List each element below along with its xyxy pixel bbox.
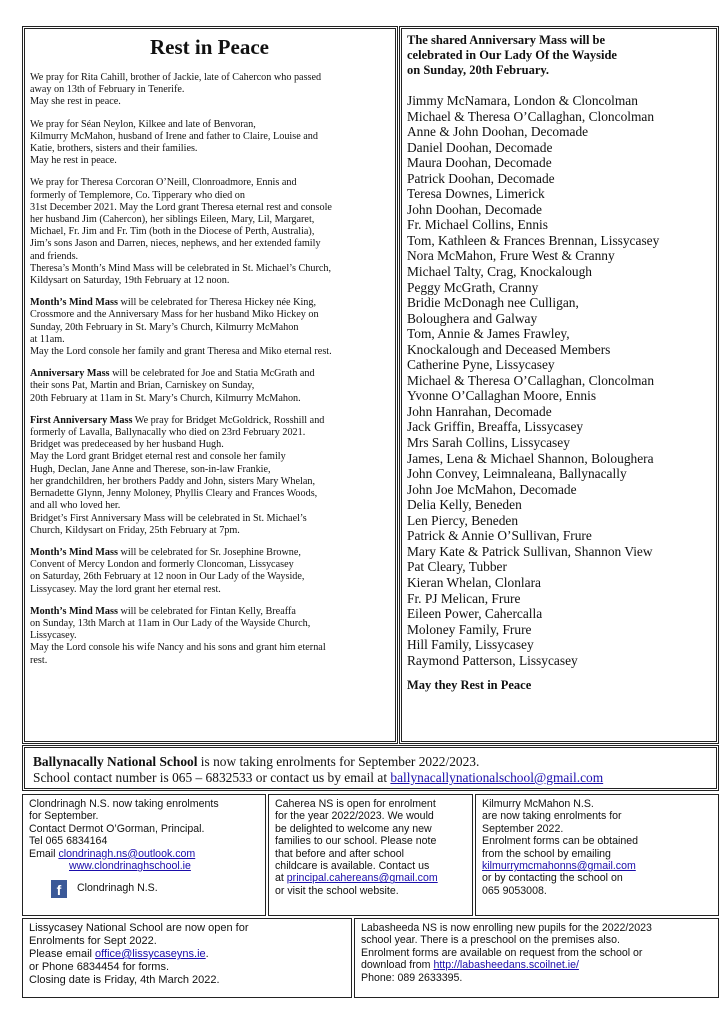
- page-title: Rest in Peace: [150, 35, 269, 59]
- clondrinagh-email-link[interactable]: clondrinagh.ns@outlook.com: [58, 847, 196, 860]
- notice-heading: Month’s Mind Mass: [30, 605, 118, 617]
- notice-body: will be celebrated for Theresa Hickey née King, Crossmore and the Anniversary Mass for her husband Miko Hickey on Sunday, 20th February in St. Mary’s Church, Kilmurry McMahon at 11am. May the Lord console her family and grant Theresa and Miko eternal rest.: [30, 297, 332, 358]
- notice-tail: or by contacting the school on 065 9053008.: [482, 872, 623, 897]
- notice-body: will be celebrated for Fintan Kelly, Breaffa on Sunday, 13th March at 11am in Our Lady of the Wayside Church, Lissycasey. May the Lord console his wife Nancy and his sons and grant him eternal rest.: [30, 605, 326, 666]
- rest-in-peace-footer: May they Rest in Peace: [407, 678, 532, 693]
- rest-in-peace-panel: [22, 26, 398, 744]
- clondrinagh-notice: [22, 794, 266, 916]
- notice-heading: Month’s Mind Mass: [30, 546, 118, 558]
- anniversary-announcement: The shared Anniversary Mass will be celebrated in Our Lady Of the Wayside on Sunday, 20th February.: [407, 33, 617, 77]
- notice-body: Caherea NS is open for enrolment for the year 2022/2023. We would be delighted to welcome any new families to our school. Please note that before and after school childcare is available. Contact us at: [275, 798, 437, 885]
- anniversary-mass-panel: [399, 26, 719, 744]
- notice-body: is now taking enrolments for September 2022/2023. School contact number is 065 – 6832533 or contact us by email at: [33, 754, 480, 785]
- notice-rita-cahill: We pray for Rita Cahill, brother of Jackie, late of Cahercon who passed away on 13th of February in Tenerife. May she rest in peace.: [30, 72, 322, 108]
- labasheeda-notice: [354, 918, 719, 998]
- facebook-icon[interactable]: f: [51, 880, 67, 898]
- kilmurry-notice: [475, 794, 719, 916]
- anniversary-name-list: Jimmy McNamara, London & Cloncolman Michael & Theresa O’Callaghan, Cloncolman Anne & John Doohan, Decomade Daniel Doohan, Decomade Maura Doohan, Decomade Patrick Doohan, Decomade Teresa Downes, Limerick John Doohan, Decomade Fr. Michael Collins, Ennis Tom, Kathleen & Frances Brennan, Lissycasey Nora McMahon, Frure West & Cranny Michael Talty, Crag, Knockalough Peggy McGrath, Cranny Bridie McDonagh nee Culligan, Boloughera and Galway Tom, Annie & James Frawley, Knockalough and Deceased Members Catherine Pyne, Lissycasey Michael & Theresa O’Callaghan, Cloncolman Yvonne O’Callaghan Moore, Ennis John Hanrahan, Decomade Jack Griffin, Breaffa, Lissycasey Mrs Sarah Collins, Lissycasey James, Lena & Michael Shannon, Boloughera John Convey, Leimnaleana, Ballynacally John Joe McMahon, Decomade Delia Kelly, Beneden Len Piercy, Beneden Patrick & Annie O’Sullivan, Frure Mary Kate & Patrick Sullivan, Shannon View Pat Cleary, Tubber Kieran Whelan, Clonlara Fr. PJ Melican, Frure Eileen Power, Cahercalla Moloney Family, Frure Hill Family, Lissycasey Raymond Patterson, Lissycasey: [407, 93, 660, 668]
- notice-theresa-hickey: [30, 297, 389, 358]
- notice-body: Lissycasey National School are now open for Enrolments for Sept 2022. Please email: [29, 922, 249, 960]
- notice-mcgrath: [30, 368, 389, 405]
- notice-sean-neylon: We pray for Séan Neylon, Kilkee and late of Benvoran, Kilmurry McMahon, husband of Irene and father to Claire, Louise and Katie, brothers, sisters and their families. May he rest in peace.: [30, 118, 318, 167]
- notice-body: will be celebrated for Joe and Statia McGrath and their sons Pat, Martin and Brian, Carniskey on Sunday, 20th February at 11am in St. Mary’s Church, Kilmurry McMahon.: [30, 368, 315, 404]
- facebook-label: Clondrinagh N.S.: [77, 882, 158, 895]
- notice-body: Kilmurry McMahon N.S. are now taking enrolments for September 2022. Enrolment forms can be obtained from the school by emailing: [482, 798, 639, 860]
- notice-tail: or visit the school website.: [275, 884, 399, 897]
- notice-bridget-mcgoldrick: [30, 415, 389, 537]
- ballynacally-notice: [22, 745, 719, 791]
- notice-theresa-corcoran: We pray for Theresa Corcoran O’Neill, Clonroadmore, Ennis and formerly of Templemore, Co. Tipperary who died on 31st December 2021. May the Lord grant Theresa eternal rest and console her husband Jim (Cahercon), her siblings Eileen, Mary, Lil, Margaret, Michael, Fr. Jim and Fr. Tim (both in the Diocese of Perth, Australia), Jim’s sons Jason and Darren, nieces, nephews, and her extended family and friends. Theresa’s Month’s Mind Mass will be celebrated in St. Michael’s Church, Kildysart on Saturday, 19th February at 12 noon.: [30, 177, 332, 287]
- ballynacally-email-link[interactable]: ballynacallynationalschool@gmail.com: [390, 770, 604, 785]
- clondrinagh-website-link[interactable]: www.clondrinaghschool.ie: [69, 860, 191, 873]
- notice-fintan-kelly: [30, 606, 389, 667]
- notice-heading: First Anniversary Mass: [30, 414, 133, 426]
- notice-body: will be celebrated for Sr. Josephine Browne, Convent of Mercy London and formerly Cloncoman, Lissycasey on Saturday, 26th February at 12 noon in Our Lady of the Wayside, Lissycasey. May the lord grant her eternal rest.: [30, 546, 305, 595]
- lissycasey-email-link[interactable]: office@lissycaseyns.ie: [95, 948, 206, 960]
- notice-body: Clondrinagh N.S. now taking enrolments for September. Contact Dermot O’Gorman, Principal. Tel 065 6834164 Email: [29, 798, 219, 860]
- labasheeda-website-link[interactable]: http://labasheedans.scoilnet.ie/: [433, 959, 579, 972]
- notice-tail: . or Phone 6834454 for forms. Closing date is Friday, 4th March 2022.: [29, 948, 220, 986]
- notice-heading: Month’s Mind Mass: [30, 297, 118, 309]
- notice-body: Labasheeda NS is now enrolling new pupils for the 2022/2023 school year. There is a preschool on the premises also. Enrolment forms are available on request from the school or download from: [361, 922, 652, 972]
- kilmurry-email-link[interactable]: kilmurrymcmahonns@gmail.com: [482, 860, 636, 873]
- notice-heading: Anniversary Mass: [30, 368, 110, 380]
- caherea-email-link[interactable]: principal.cahereans@gmail.com: [286, 872, 438, 885]
- lissycasey-notice: [22, 918, 352, 998]
- notice-body: We pray for Bridget McGoldrick, Rosshill and formerly of Lavalla, Ballynacally who died on 23rd February 2021. Bridget was predeceased by her husband Hugh. May the Lord grant Bridget eternal rest and console her family Hugh, Declan, Jane Anne and Therese, son-in-law Frankie, her grandchildren, her brothers Paddy and John, sisters Mary Whelan, Bernadette Glynn, Jenny Moloney, Phyllis Cleary and Frances Woods, and all who loved her. Bridget’s First Anniversary Mass will be celebrated in St. Michael’s Church, Kildysart on Friday, 25th February at 7pm.: [30, 414, 325, 536]
- caherea-notice: [268, 794, 473, 916]
- school-name: Ballynacally National School: [33, 754, 198, 769]
- notice-josephine-browne: [30, 547, 389, 596]
- notice-tail: Phone: 089 2633395.: [361, 971, 463, 984]
